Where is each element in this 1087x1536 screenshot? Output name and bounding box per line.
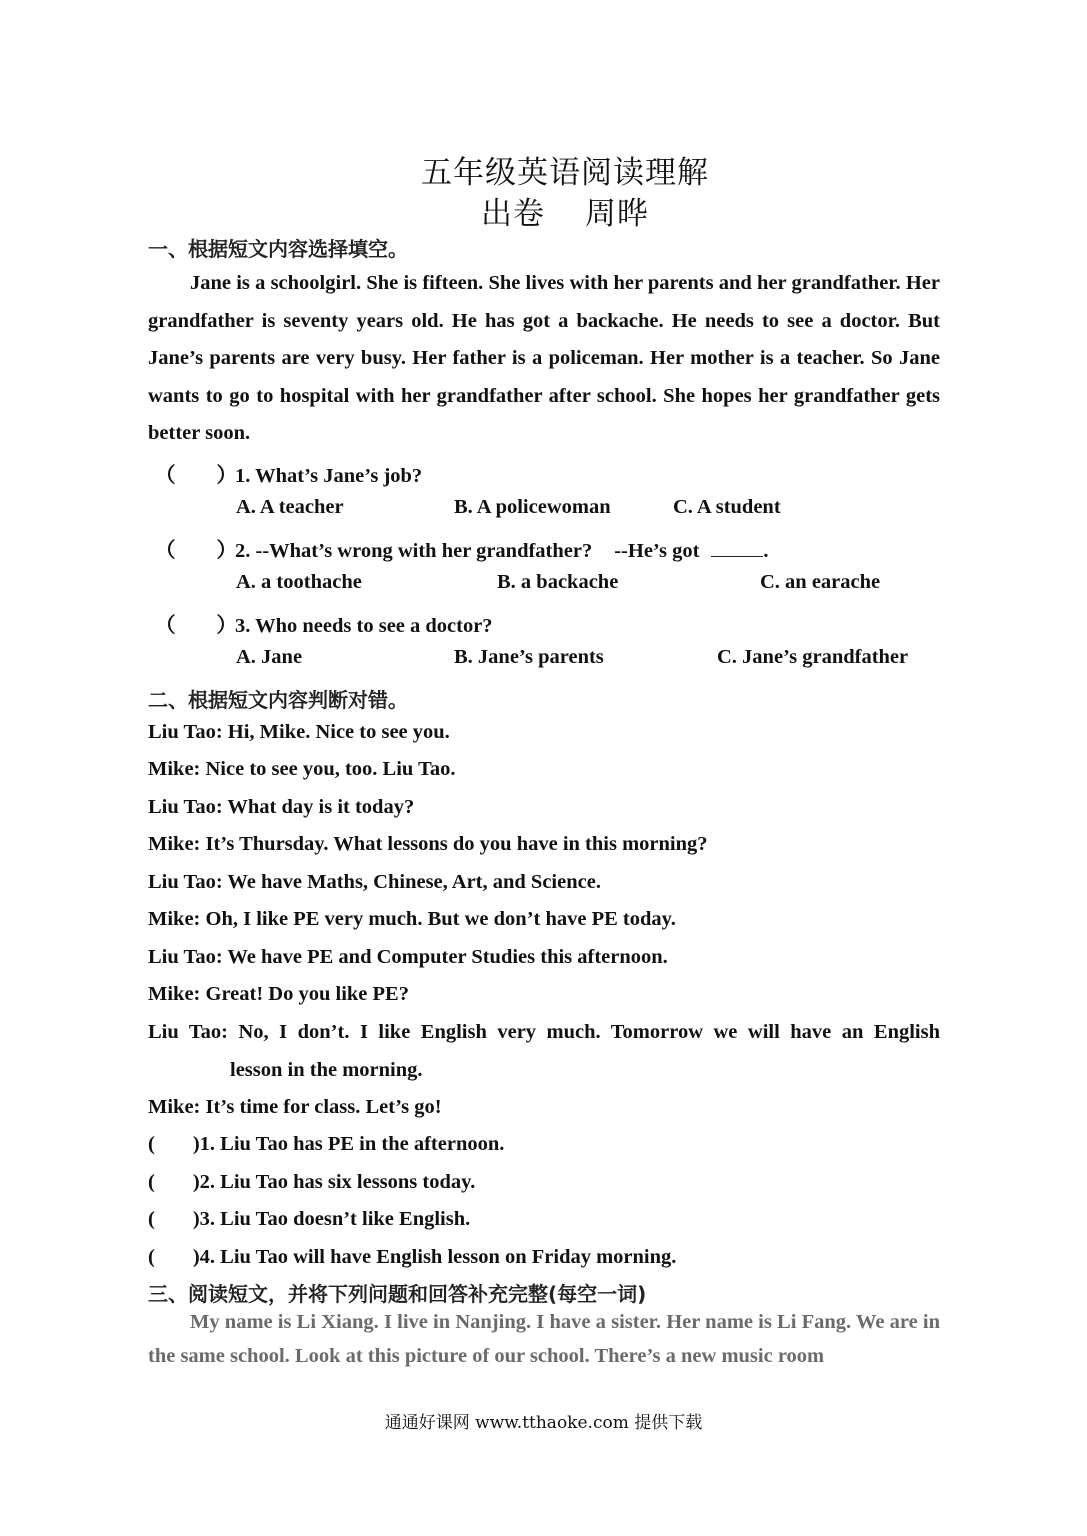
section1-passage-text: Jane is a schoolgirl. She is fifteen. She lives with her parents and her grandfather. Her grandfather is seventy years old. He has got a backache. He needs to see a doctor. But Jane’s parents are very busy. Her father is a policeman. Her mother is a teacher. So Jane wants to go to hospital with her grandfather after school. She hopes her grandfather gets better soon. <box>148 272 940 444</box>
question-2 <box>155 533 769 563</box>
section1-heading: 一、根据短文内容选择填空。 <box>148 237 408 261</box>
option-a: A. A teacher <box>236 496 344 518</box>
answer-bracket[interactable]: ( <box>148 1133 155 1155</box>
section2-heading: 二、根据短文内容判断对错。 <box>148 688 408 712</box>
question-1 <box>155 458 422 488</box>
dialogue-line: Liu Tao: We have Maths, Chinese, Art, and Science. <box>148 871 601 893</box>
answer-blank[interactable] <box>711 540 763 557</box>
bracket-close: ) <box>192 1246 200 1268</box>
dialogue-line: Mike: It’s Thursday. What lessons do you have in this morning? <box>148 833 708 855</box>
question-text: 3. Who needs to see a doctor? <box>235 615 493 637</box>
option-b: B. Jane’s parents <box>454 646 604 668</box>
question-tail: . <box>763 540 769 562</box>
statement-text: 2. Liu Tao has six lessons today. <box>199 1171 476 1193</box>
answer-bracket[interactable]: ( <box>148 1246 155 1268</box>
statement-text: 3. Liu Tao doesn’t like English. <box>199 1208 471 1230</box>
dialogue-line: Mike: It’s time for class. Let’s go! <box>148 1096 442 1118</box>
dialogue-line: Mike: Great! Do you like PE? <box>148 983 409 1005</box>
answer-bracket[interactable]: ( <box>148 1171 155 1193</box>
author-label: 出卷 <box>481 196 545 232</box>
question-3 <box>155 608 493 638</box>
page-footer: 通通好课网 www.tthaoke.com 提供下载 <box>384 1413 703 1433</box>
bracket-close: ) <box>192 1133 200 1155</box>
option-a: A. a toothache <box>236 571 362 593</box>
true-false-item <box>148 1208 470 1231</box>
option-c: C. an earache <box>760 571 881 593</box>
option-c: C. A student <box>673 496 781 518</box>
dialogue-line-continuation: lesson in the morning. <box>230 1058 423 1081</box>
option-c: C. Jane’s grandfather <box>717 646 909 668</box>
answer-bracket[interactable]: （ ） <box>155 615 237 637</box>
dialogue-line: Liu Tao: What day is it today? <box>148 796 415 818</box>
statement-text: 4. Liu Tao will have English lesson on Friday morning. <box>199 1246 677 1268</box>
bracket-close: ) <box>192 1208 200 1230</box>
true-false-item <box>148 1133 504 1156</box>
true-false-item <box>148 1246 676 1269</box>
answer-bracket[interactable]: （ ） <box>155 540 237 562</box>
statement-text: 1. Liu Tao has PE in the afternoon. <box>199 1133 505 1155</box>
true-false-item <box>148 1171 475 1194</box>
dialogue-long-line <box>148 1014 940 1089</box>
section3-heading: 三、阅读短文，并将下列问题和回答补充完整(每空一词) <box>148 1282 647 1306</box>
dialogue-line: Mike: Oh, I like PE very much. But we don’t have PE today. <box>148 908 676 930</box>
answer-bracket[interactable]: （ ） <box>155 465 237 487</box>
section3-passage <box>148 1305 940 1373</box>
section3-passage-text: My name is Li Xiang. I live in Nanjing. I have a sister. Her name is Li Fang. We are in the same school. Look at this picture of our school. There’s a new music room <box>148 1311 940 1367</box>
dialogue-line: Liu Tao: Hi, Mike. Nice to see you. <box>148 721 450 743</box>
author-line <box>0 188 1087 233</box>
option-b: B. A policewoman <box>454 496 611 518</box>
dialogue-line: Liu Tao: We have PE and Computer Studies this afternoon. <box>148 946 668 968</box>
question-text-2: --He’s got <box>614 540 700 562</box>
question-text: 1. What’s Jane’s job? <box>235 465 423 487</box>
option-b: B. a backache <box>497 571 619 593</box>
answer-bracket[interactable]: ( <box>148 1208 155 1230</box>
author-name: 周晔 <box>585 196 649 232</box>
dialogue-line: Liu Tao: No, I don’t. I like English very much. Tomorrow we will have an English <box>148 1021 940 1043</box>
bracket-close: ) <box>192 1171 200 1193</box>
dialogue-line: Mike: Nice to see you, too. Liu Tao. <box>148 758 456 780</box>
option-a: A. Jane <box>236 646 303 668</box>
question-text: 2. --What’s wrong with her grandfather? <box>235 540 593 562</box>
page-title: 五年级英语阅读理解 <box>421 155 709 191</box>
section1-passage <box>148 265 940 453</box>
